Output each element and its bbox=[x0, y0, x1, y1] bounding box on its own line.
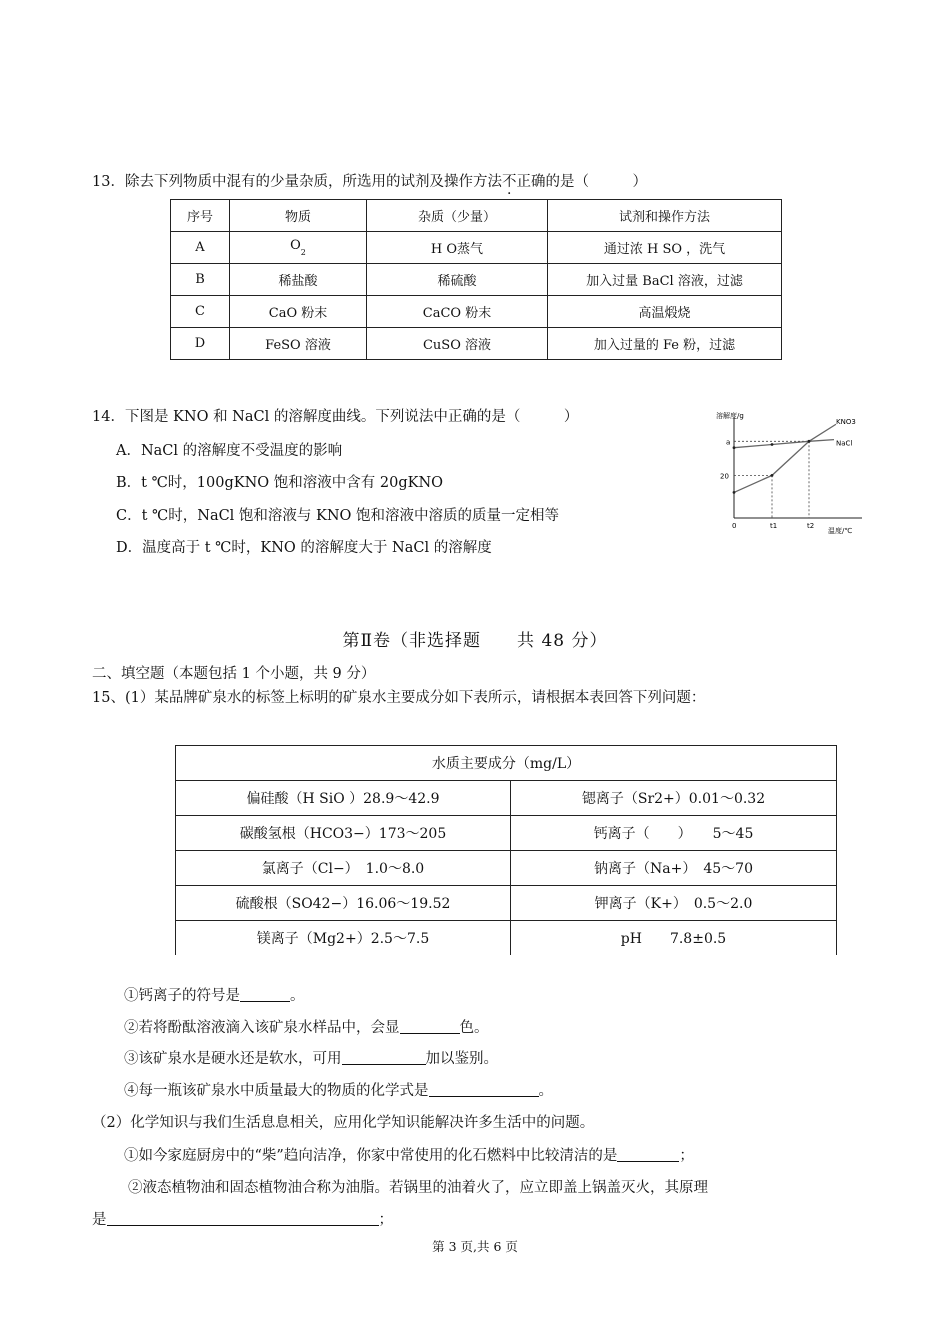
answer-blank[interactable] bbox=[342, 1049, 426, 1065]
table-cell: 镁离子（Mg2+）2.5～7.5 bbox=[176, 921, 511, 956]
table-header-row bbox=[176, 746, 837, 781]
table-row bbox=[176, 851, 837, 886]
row-method: 通过浓 H SO ，洗气 bbox=[548, 232, 782, 264]
x-tick-label: 0 bbox=[732, 522, 737, 530]
option-b: B．t ℃时，100gKNO 饱和溶液中含有 20gKNO bbox=[116, 475, 444, 491]
table-cell: 锶离子（Sr2+）0.01～0.32 bbox=[511, 781, 837, 816]
table-row bbox=[171, 328, 782, 360]
row-method: 加入过量的 Fe 粉，过滤 bbox=[548, 328, 782, 360]
table-cell: 偏硅酸（H SiO ）28.9～42.9 bbox=[176, 781, 511, 816]
x-axis-label: 温度/℃ bbox=[828, 527, 853, 535]
question-15-1 bbox=[124, 984, 305, 1005]
question-15-3 bbox=[124, 1047, 498, 1068]
question-15-2 bbox=[124, 1016, 489, 1037]
part-two-heading: 二、填空题（本题包括 1 个小题，共 9 分） bbox=[92, 666, 376, 682]
table-cell: 碳酸氢根（HCO3−）173～205 bbox=[176, 816, 511, 851]
q13-title-post: 正确的是（ ） bbox=[516, 174, 647, 190]
series-label: NaCl bbox=[836, 439, 853, 448]
table-cell: 钾离子（K+） 0.5～2.0 bbox=[511, 886, 837, 921]
row-impurity: CaCO 粉末 bbox=[367, 296, 548, 328]
q3-text: ③该矿泉水是硬水还是软水，可用 bbox=[124, 1051, 342, 1067]
table-row bbox=[171, 264, 782, 296]
row-id: B bbox=[171, 264, 230, 296]
question-15-intro: 15、(1）某品牌矿泉水的标签上标明的矿泉水主要成分如下表所示，请根据本表回答下列问题： bbox=[92, 690, 706, 706]
table-row bbox=[171, 296, 782, 328]
table-cell: 硫酸根（SO42−）16.06～19.52 bbox=[176, 886, 511, 921]
row-id: C bbox=[171, 296, 230, 328]
question-15-4 bbox=[124, 1079, 553, 1100]
row-substance: CaO 粉末 bbox=[230, 296, 367, 328]
table-header: 物质 bbox=[230, 200, 367, 232]
question-15-6: ②液态植物油和固态植物油合称为油脂。若锅里的油着火了，应立即盖上锅盖灭火，其原理 bbox=[128, 1180, 708, 1196]
section-title: 第Ⅱ卷（非选择题 共 48 分） bbox=[342, 631, 608, 651]
y-axis-label: 溶解度/g bbox=[716, 412, 744, 420]
data-point bbox=[733, 446, 736, 449]
row-impurity: 稀硫酸 bbox=[367, 264, 548, 296]
table-row bbox=[171, 232, 782, 264]
question-13-title bbox=[92, 170, 647, 191]
q6b-end: ； bbox=[378, 1212, 393, 1228]
table-row bbox=[176, 886, 837, 921]
data-point bbox=[771, 474, 774, 477]
page-footer: 第 3 页,共 6 页 bbox=[432, 1239, 518, 1254]
row-substance bbox=[230, 232, 367, 264]
row-impurity: H O蒸气 bbox=[367, 232, 548, 264]
series-label: KNO3 bbox=[836, 418, 856, 426]
q5-text: ①如今家庭厨房中的“柴”趋向洁净，你家中常使用的化石燃料中比较清洁的是 bbox=[124, 1148, 618, 1164]
row-impurity: CuSO 溶液 bbox=[367, 328, 548, 360]
table-cell: 钠离子（Na+） 45～70 bbox=[511, 851, 837, 886]
q4-text: ④每一瓶该矿泉水中质量最大的物质的化学式是 bbox=[124, 1083, 429, 1099]
table-header: 水质主要成分（mg/L） bbox=[176, 746, 837, 781]
q1-text: ①钙离子的符号是 bbox=[124, 988, 240, 1004]
question-14-title: 14．下图是 KNO 和 NaCl 的溶解度曲线。下列说法中正确的是（ ） bbox=[92, 409, 579, 425]
series-line-nacl bbox=[734, 440, 834, 448]
table-header-row bbox=[171, 200, 782, 232]
x-tick-label: t1 bbox=[770, 522, 778, 530]
answer-blank[interactable] bbox=[617, 1146, 679, 1162]
data-point bbox=[733, 491, 736, 494]
q13-table bbox=[170, 199, 782, 360]
row-method: 加入过量 BaCl 溶液，过滤 bbox=[548, 264, 782, 296]
row-id: D bbox=[171, 328, 230, 360]
q1-end: 。 bbox=[290, 988, 305, 1004]
table-row bbox=[176, 781, 837, 816]
substance-subscript: 2 bbox=[300, 248, 306, 257]
y-tick-label: a bbox=[726, 438, 731, 447]
q3-end: 加以鉴别。 bbox=[425, 1051, 498, 1067]
question-15-part-2: （2）化学知识与我们生活息息相关，应用化学知识能解决许多生活中的问题。 bbox=[92, 1115, 595, 1131]
answer-blank[interactable] bbox=[240, 986, 290, 1002]
answer-blank[interactable] bbox=[429, 1081, 539, 1097]
q5-end: ； bbox=[679, 1148, 694, 1164]
table-row bbox=[176, 921, 837, 956]
data-point bbox=[771, 443, 774, 446]
table-row bbox=[176, 816, 837, 851]
chart-guides bbox=[734, 441, 809, 518]
q4-end: 。 bbox=[538, 1083, 553, 1099]
q2-text: ②若将酚酞溶液滴入该矿泉水样品中，会显 bbox=[124, 1020, 400, 1036]
solubility-chart bbox=[712, 410, 874, 540]
row-substance: 稀盐酸 bbox=[230, 264, 367, 296]
q6b-text: 是 bbox=[92, 1212, 107, 1228]
option-a: A．NaCl 的溶解度不受温度的影响 bbox=[116, 443, 343, 459]
series-line-kno3 bbox=[734, 424, 836, 492]
q13-title-emphasis: 不 bbox=[501, 174, 517, 190]
substance-text: O bbox=[290, 238, 301, 253]
option-c: C．t ℃时，NaCl 饱和溶液与 KNO 饱和溶液中溶质的质量一定相等 bbox=[116, 508, 560, 524]
answer-blank[interactable] bbox=[107, 1210, 379, 1226]
table-header: 杂质（少量） bbox=[367, 200, 548, 232]
y-tick-label: 20 bbox=[720, 472, 729, 481]
row-id: A bbox=[171, 232, 230, 264]
question-15-5 bbox=[124, 1144, 694, 1165]
q13-title-pre: 13．除去下列物质中混有的少量杂质，所选用的试剂及操作方法 bbox=[92, 174, 502, 190]
x-tick-label: t2 bbox=[807, 522, 815, 530]
question-15-6-answer bbox=[92, 1208, 393, 1229]
answer-blank[interactable] bbox=[400, 1018, 460, 1034]
water-composition-table bbox=[175, 745, 837, 955]
table-cell: 氯离子（Cl−） 1.0～8.0 bbox=[176, 851, 511, 886]
row-substance: FeSO 溶液 bbox=[230, 328, 367, 360]
data-point bbox=[808, 440, 811, 443]
q2-end: 色。 bbox=[459, 1020, 489, 1036]
table-header: 序号 bbox=[171, 200, 230, 232]
chart-series bbox=[733, 418, 856, 494]
row-method: 高温煅烧 bbox=[548, 296, 782, 328]
option-d: D．温度高于 t ℃时，KNO 的溶解度大于 NaCl 的溶解度 bbox=[116, 540, 492, 556]
table-cell: 钙离子（ ） 5～45 bbox=[511, 816, 837, 851]
table-header: 试剂和操作方法 bbox=[548, 200, 782, 232]
table-cell: pH 7.8±0.5 bbox=[511, 921, 837, 956]
